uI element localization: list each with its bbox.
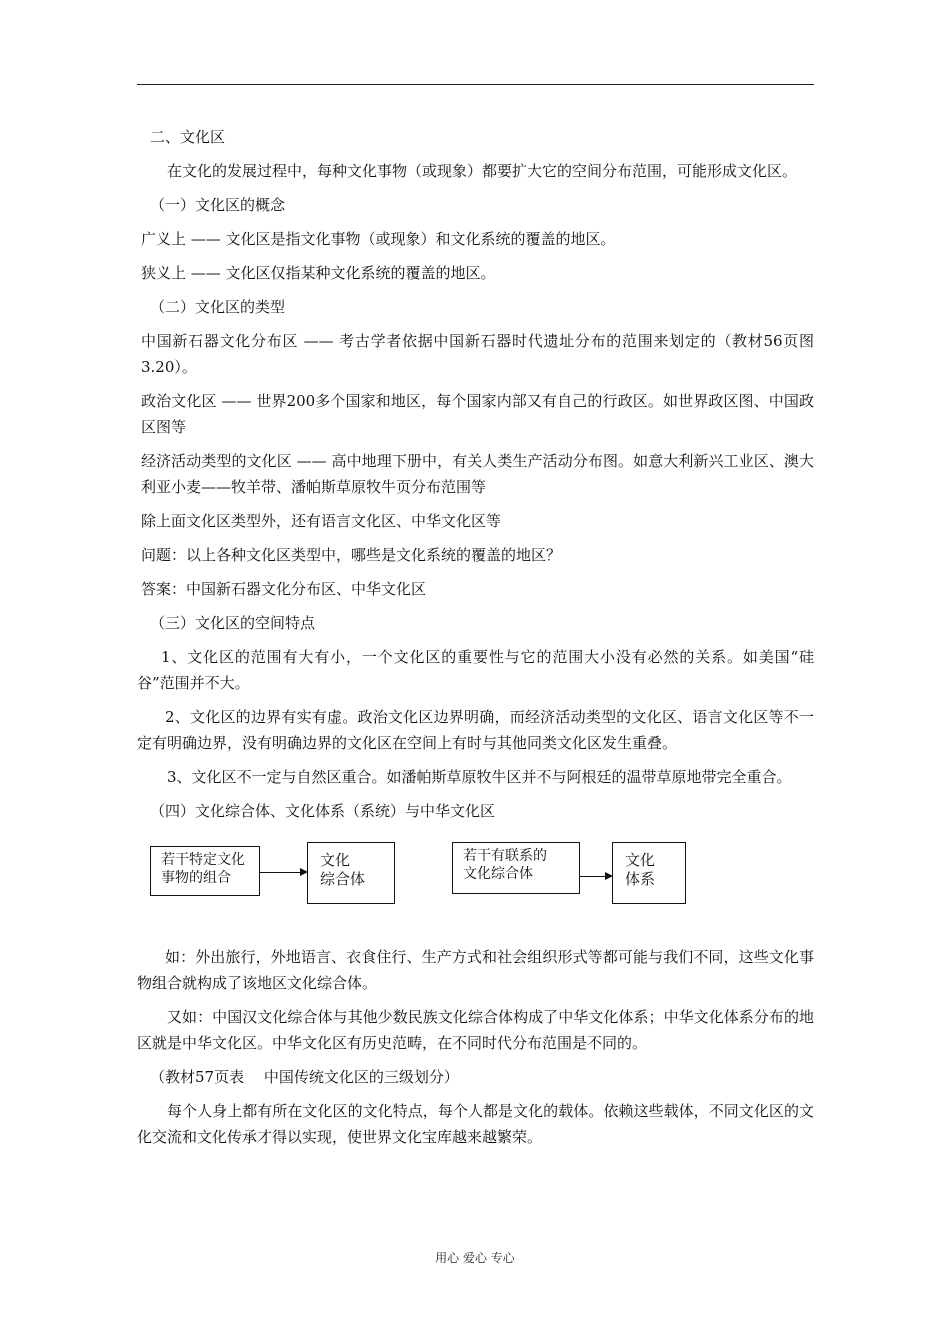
concept-flow-diagram xyxy=(137,836,814,936)
narrow-definition: 狭义上 —— 文化区仅指某种文化系统的覆盖的地区。 xyxy=(141,264,496,282)
box-text-line: 文化 xyxy=(625,851,656,869)
section3-heading: （三）文化区的空间特点 xyxy=(150,614,316,632)
broad-definition: 广义上 —— 文化区是指文化事物（或现象）和文化系统的覆盖的地区。 xyxy=(141,230,616,248)
diagram-box-cultural-complex xyxy=(307,842,395,904)
table-reference: （教材57页表 中国传统文化区的三级划分） xyxy=(150,1068,459,1086)
diagram-box-cultural-items xyxy=(150,846,260,896)
diagram-box-related-complexes xyxy=(452,842,580,894)
section1-heading: （一）文化区的概念 xyxy=(150,196,286,214)
section-title: 二、文化区 xyxy=(150,128,226,146)
document-body xyxy=(137,124,814,1150)
arrow-right-icon xyxy=(260,872,306,873)
section2-heading: （二）文化区的类型 xyxy=(150,298,286,316)
neolithic-paragraph: 中国新石器文化分布区 —— 考古学者依据中国新石器时代遗址分布的范围来划定的（教材56页图3.20）。 xyxy=(141,332,814,376)
intro-paragraph: 在文化的发展过程中，每种文化事物（或现象）都要扩大它的空间分布范围，可能形成文化区。 xyxy=(167,162,798,180)
point3-paragraph: 3、文化区不一定与自然区重合。如潘帕斯草原牧牛区并不与阿根廷的温带草原地带完全重合。 xyxy=(167,768,792,786)
answer-paragraph: 答案：中国新石器文化分布区、中华文化区 xyxy=(141,580,427,598)
box-text-line: 事物的组合 xyxy=(161,870,231,886)
example2-paragraph: 又如：中国汉文化综合体与其他少数民族文化综合体构成了中华文化体系；中华文化体系分布的地区就是中华文化区。中华文化区有历史范畴，在不同时代分布范围是不同的。 xyxy=(137,1008,814,1052)
example1-paragraph: 如：外出旅行，外地语言、衣食住行、生产方式和社会组织形式等都可能与我们不同，这些文化事物组合就构成了该地区文化综合体。 xyxy=(137,948,814,992)
diagram-box-cultural-system xyxy=(612,842,686,904)
box-text-line: 综合体 xyxy=(320,870,366,888)
box-text-line: 若干有联系的 xyxy=(463,848,547,864)
box-text-line: 若干特定文化 xyxy=(161,852,245,868)
closing-paragraph: 每个人身上都有所在文化区的文化特点，每个人都是文化的载体。依赖这些载体，不同文化区的文化交流和文化传承才得以实现，使世界文化宝库越来越繁荣。 xyxy=(137,1102,814,1146)
economic-paragraph: 经济活动类型的文化区 —— 高中地理下册中，有关人类生产活动分布图。如意大利新兴工业区、澳大利亚小麦——牧羊带、潘帕斯草原牧牛页分布范围等 xyxy=(141,452,814,496)
others-paragraph: 除上面文化区类型外，还有语言文化区、中华文化区等 xyxy=(141,512,502,530)
section4-heading: （四）文化综合体、文化体系（系统）与中华文化区 xyxy=(150,802,496,820)
box-text-line: 体系 xyxy=(625,870,656,888)
political-paragraph: 政治文化区 —— 世界200多个国家和地区，每个国家内部又有自己的行政区。如世界政区图、中国政区图等 xyxy=(141,392,814,436)
point1-paragraph: 1、文化区的范围有大有小，一个文化区的重要性与它的范围大小没有必然的关系。如美国“硅谷”范围并不大。 xyxy=(137,648,814,692)
box-text-line: 文化综合体 xyxy=(463,866,533,882)
arrow-right-icon xyxy=(580,876,611,877)
page-footer: 用心 爱心 专心 xyxy=(435,1251,515,1265)
header-rule xyxy=(137,84,814,85)
point2-paragraph: 2、文化区的边界有实有虚。政治文化区边界明确，而经济活动类型的文化区、语言文化区等不一定有明确边界，没有明确边界的文化区在空间上有时与其他同类文化区发生重叠。 xyxy=(137,708,814,752)
question-paragraph: 问题：以上各种文化区类型中，哪些是文化系统的覆盖的地区？ xyxy=(141,546,562,564)
box-text-line: 文化 xyxy=(320,851,351,869)
